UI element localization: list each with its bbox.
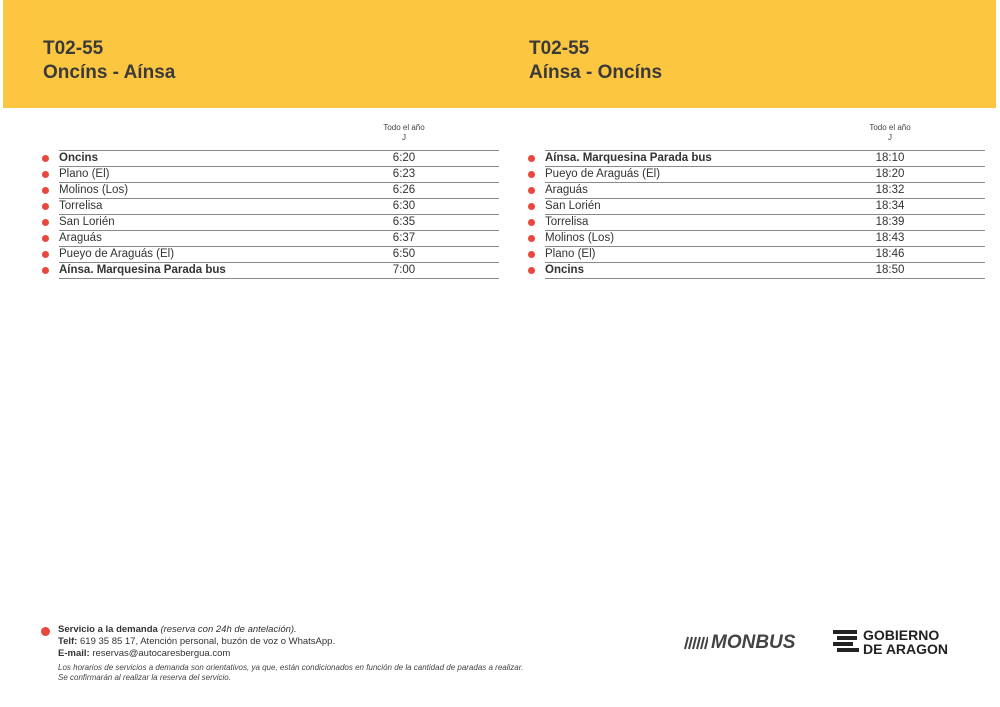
stop-time: 18:34	[875, 200, 905, 212]
stop-time: 6:20	[392, 152, 416, 164]
left-column-day: J	[402, 133, 406, 142]
stop-dot-icon	[528, 155, 535, 162]
stop-dot-icon	[528, 171, 535, 178]
stop-name: Pueyo de Araguás (El)	[545, 168, 661, 180]
stop-name: Torrelisa	[59, 200, 103, 212]
stop-name: Araguás	[545, 184, 588, 196]
stop-row	[59, 214, 499, 230]
stop-dot-icon	[528, 203, 535, 210]
stop-row	[59, 246, 499, 262]
demand-service-dot-icon	[41, 627, 50, 636]
right-column-period: Todo el año	[869, 123, 911, 132]
left-route-code: T02-55	[43, 38, 104, 59]
stop-dot-icon	[42, 203, 49, 210]
service-note: (reserva con 24h de antelación).	[160, 624, 297, 635]
stop-name: Aínsa. Marquesina Parada bus	[59, 264, 226, 276]
stop-time: 6:30	[392, 200, 416, 212]
stop-row	[545, 246, 985, 262]
right-route-code: T02-55	[529, 38, 590, 59]
stop-dot-icon	[42, 187, 49, 194]
email-label: E-mail:	[58, 648, 90, 659]
stop-time: 18:46	[875, 248, 905, 260]
stop-name: San Lorién	[545, 200, 601, 212]
stop-name: Molinos (Los)	[59, 184, 129, 196]
right-column-header	[860, 123, 920, 143]
stop-dot-icon	[528, 187, 535, 194]
stop-time: 6:37	[392, 232, 416, 244]
stop-dot-icon	[42, 155, 49, 162]
stop-row	[59, 262, 499, 279]
stop-row	[545, 198, 985, 214]
stop-row	[545, 214, 985, 230]
left-column-period: Todo el año	[383, 123, 425, 132]
phone-text: 619 35 85 17, Atención personal, buzón de voz o WhatsApp.	[80, 636, 336, 647]
gobierno-line-1: GOBIERNO	[863, 627, 940, 643]
stop-dot-icon	[42, 251, 49, 258]
stop-row	[59, 166, 499, 182]
gobierno-aragon-emblem-icon	[833, 628, 859, 656]
stop-dot-icon	[42, 267, 49, 274]
left-route-name: Oncíns - Aínsa	[43, 62, 176, 83]
phone-label: Telf:	[58, 636, 78, 647]
left-stop-list	[59, 150, 499, 279]
stop-dot-icon	[528, 235, 535, 242]
left-column-header	[374, 123, 434, 143]
stop-time: 18:39	[875, 216, 905, 228]
gobierno-line-2: DE ARAGON	[863, 641, 949, 657]
stop-row	[545, 230, 985, 246]
stop-row	[545, 166, 985, 182]
stop-time: 7:00	[392, 264, 416, 276]
stop-row	[545, 150, 985, 166]
stop-time: 18:43	[875, 232, 905, 244]
stop-row	[59, 182, 499, 198]
stop-name: Torrelisa	[545, 216, 589, 228]
right-column-day: J	[888, 133, 892, 142]
right-stop-list	[545, 150, 985, 279]
disclaimer-line-1: Los horarios de servicios a demanda son orientativos, ya que, están condicionados en función de la cantidad de paradas a realizar.	[58, 663, 524, 672]
stop-name: Aínsa. Marquesina Parada bus	[545, 152, 712, 164]
disclaimer-line-2: Se confirmarán al realizar la reserva del servicio.	[58, 672, 231, 682]
stop-row	[545, 182, 985, 198]
stop-row	[59, 150, 499, 166]
stop-name: Oncins	[545, 264, 584, 276]
stop-time: 18:50	[875, 264, 905, 276]
stop-dot-icon	[42, 171, 49, 178]
monbus-logo	[684, 632, 795, 654]
stop-dot-icon	[42, 219, 49, 226]
stop-time: 6:50	[392, 248, 416, 260]
right-route-title	[529, 37, 662, 85]
monbus-stripes-icon	[684, 635, 708, 651]
stop-name: San Lorién	[59, 216, 115, 228]
stop-time: 18:20	[875, 168, 905, 180]
left-route-title	[43, 37, 175, 85]
stop-name: Pueyo de Araguás (El)	[59, 248, 175, 260]
stop-dot-icon	[528, 219, 535, 226]
monbus-wordmark: MONBUS	[711, 632, 796, 653]
stop-dot-icon	[528, 251, 535, 258]
stop-time: 6:26	[392, 184, 416, 196]
stop-name: Molinos (Los)	[545, 232, 615, 244]
stop-row	[59, 230, 499, 246]
stop-dot-icon	[528, 267, 535, 274]
stop-name: Oncins	[59, 152, 98, 164]
stop-time: 18:32	[875, 184, 905, 196]
right-route-name: Aínsa - Oncíns	[529, 62, 663, 83]
stop-time: 6:23	[392, 168, 416, 180]
stop-time: 6:35	[392, 216, 416, 228]
service-label: Servicio a la demanda	[58, 624, 158, 635]
stop-row	[545, 262, 985, 279]
stop-name: Plano (El)	[59, 168, 110, 180]
stop-time: 18:10	[875, 152, 905, 164]
stop-name: Araguás	[59, 232, 102, 244]
stop-row	[59, 198, 499, 214]
gobierno-aragon-logo	[833, 628, 948, 656]
email-text[interactable]: reservas@autocaresbergua.com	[92, 648, 231, 659]
stop-name: Plano (El)	[545, 248, 596, 260]
stop-dot-icon	[42, 235, 49, 242]
